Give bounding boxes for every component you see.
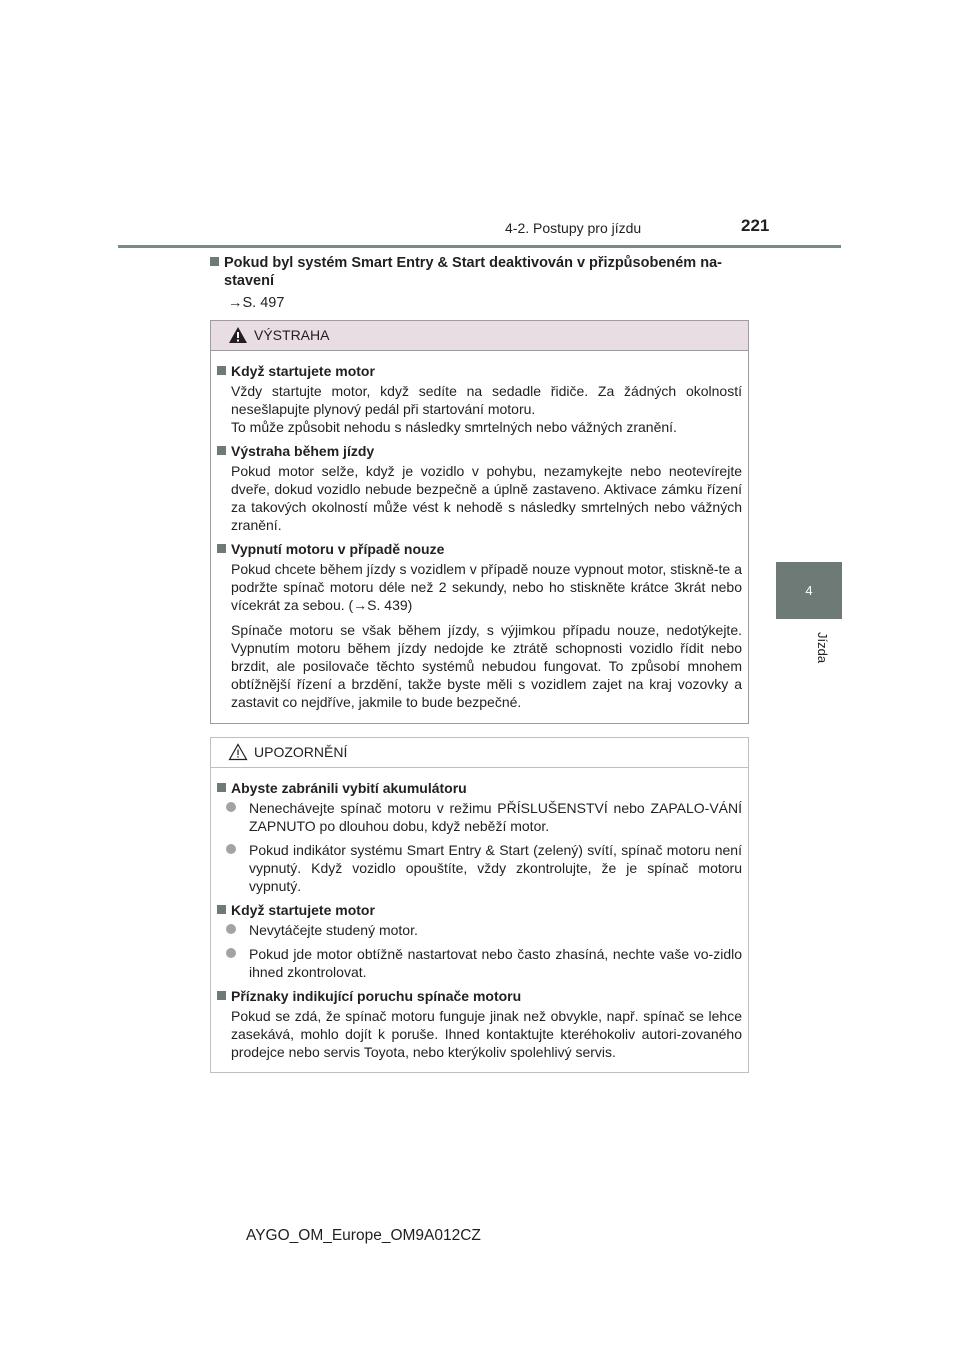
chapter-number: 4 xyxy=(805,583,813,598)
header-divider xyxy=(118,245,841,248)
round-bullet-icon xyxy=(226,844,236,854)
intro-reference: →S. 497 xyxy=(228,295,285,311)
caution-section xyxy=(217,901,742,981)
bullet-item: Nenechávejte spínač motoru v režimu PŘÍSLUŠENSTVÍ nebo ZAPALO-VÁNÍ ZAPNUTO po dlouhou dobu, když neběží motor. xyxy=(226,799,742,835)
warning-body xyxy=(211,351,748,711)
bullet-item: Nevytáčejte studený motor. xyxy=(226,921,742,939)
chapter-tab xyxy=(776,562,842,619)
section-title: Když startujete motor xyxy=(217,901,742,919)
warning-section xyxy=(217,442,742,534)
section-paragraph: Spínače motoru se však během jízdy, s výjimkou případu nouze, nedotýkejte. Vypnutím motoru během jízdy nedojde ke ztrátě schopnosti vozidlo řídit nebo brzdit, ale posilovače těchto systémů nebudou fungovat. To způsobí mnohem obtížnější řízení a brzdění, takže byste měli s vozidlem zajet na kraj vozovky a zastavit co nejdříve, jakmile to bude bezpečné. xyxy=(231,622,742,710)
section-title: Příznaky indikující poruchu spínače motoru xyxy=(217,987,742,1005)
round-bullet-icon xyxy=(226,924,236,934)
bullet-item: Pokud jde motor obtížně nastartovat nebo často zhasíná, nechte vaše vo-zidlo ihned zkontrolovat. xyxy=(226,945,742,981)
warning-label: VÝSTRAHA xyxy=(254,327,330,343)
caution-box xyxy=(210,737,749,1073)
caution-triangle-icon xyxy=(228,743,248,761)
square-bullet-icon xyxy=(217,991,226,1000)
caution-section xyxy=(217,987,742,1061)
intro-block xyxy=(210,254,754,312)
square-bullet-icon xyxy=(210,257,219,266)
square-bullet-icon xyxy=(217,366,226,375)
bullet-item: Pokud indikátor systému Smart Entry & Start (zelený) svítí, spínač motoru není vypnutý. Když vozidlo opouštíte, vždy zkontrolujte, že je spínač motoru vypnutý. xyxy=(226,841,742,895)
caution-label: UPOZORNĚNÍ xyxy=(254,744,348,760)
warning-section xyxy=(217,362,742,436)
chapter-name: Jízda xyxy=(815,632,830,664)
section-title: Když startujete motor xyxy=(217,362,742,380)
section-title: Výstraha během jízdy xyxy=(217,442,742,460)
footer-doc-code: AYGO_OM_Europe_OM9A012CZ xyxy=(246,1227,481,1244)
square-bullet-icon xyxy=(217,905,226,914)
warning-triangle-icon xyxy=(228,326,248,344)
square-bullet-icon xyxy=(217,783,226,792)
section-title: Vypnutí motoru v případě nouze xyxy=(217,540,742,558)
section-title: Abyste zabránili vybití akumulátoru xyxy=(217,779,742,797)
intro-title: Pokud byl systém Smart Entry & Start deaktivován v přizpůsobeném na-stavení xyxy=(210,254,754,290)
section-paragraph: Pokud se zdá, že spínač motoru funguje jinak než obvykle, např. spínač se lehce zasekává, mohlo dojít k poruše. Ihned kontaktujte kteréhokoliv autori-zovaného prodejce nebo servis Toyota, nebo kterýkoliv spolehlivý servis. xyxy=(231,1008,742,1060)
warning-section xyxy=(217,540,742,711)
round-bullet-icon xyxy=(226,802,236,812)
header-section-title: 4-2. Postupy pro jízdu xyxy=(505,220,642,236)
section-paragraph: Pokud motor selže, když je vozidlo v pohybu, nezamykejte nebo neotevírejte dveře, dokud vozidlo nebude bezpečně a úplně zastaveno. Aktivace zámku řízení za takových okolností může vést k nehodě s následky smrtelných nebo vážných zranění. xyxy=(231,463,742,533)
section-paragraph: Pokud chcete během jízdy s vozidlem v případě nouze vypnout motor, stiskně-te a podržte spínač motoru déle než 2 sekundy, nebo ho stiskněte krátce 3krát nebo vícekrát za sebou. (→S. 439) xyxy=(231,561,742,613)
page-number: 221 xyxy=(741,216,770,235)
square-bullet-icon xyxy=(217,544,226,553)
caution-header xyxy=(211,738,748,768)
warning-header xyxy=(211,321,748,351)
round-bullet-icon xyxy=(226,948,236,958)
caution-section xyxy=(217,779,742,895)
warning-box xyxy=(210,320,749,724)
square-bullet-icon xyxy=(217,446,226,455)
caution-body xyxy=(211,768,748,1061)
section-paragraph: Vždy startujte motor, když sedíte na sedadle řidiče. Za žádných okolností nesešlapujte plynový pedál při startování motoru. To může způsobit nehodu s následky smrtelných nebo vážných zranění. xyxy=(231,383,742,435)
